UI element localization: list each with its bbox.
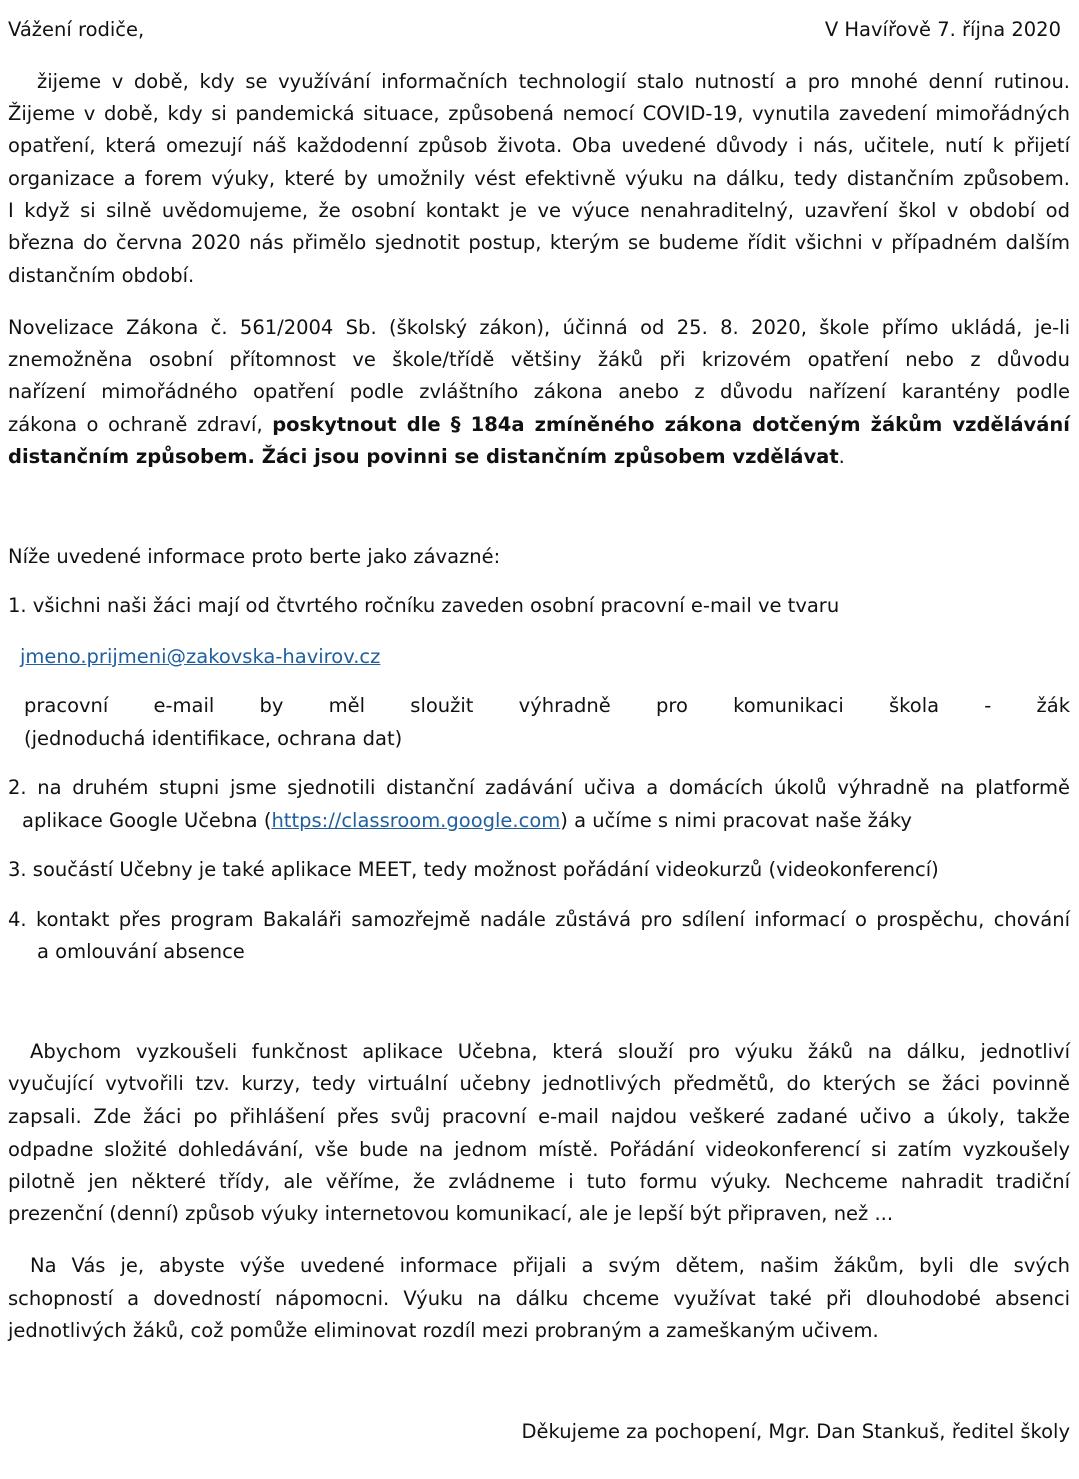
law-line: nařízení mimořádného opatření podle zvláštního zákona anebo z důvodu nařízení karantény podle	[8, 380, 1070, 403]
classroom-link[interactable]: https://classroom.google.com	[271, 809, 561, 832]
item-4-text: a omlouvání absence	[37, 940, 245, 963]
law-line	[8, 412, 1070, 438]
classroom-line: pilotně jen některé třídy, ale věříme, že zvládneme i tuto formu výuky. Nechceme nahradit tradiční	[8, 1170, 1070, 1193]
law-line	[8, 444, 845, 470]
item-2-before: aplikace Google Učebna (	[22, 809, 272, 832]
item-3-text: 3. součástí Učebny je také aplikace MEET, tedy možnost pořádání videokurzů (videokonferencí)	[8, 858, 939, 881]
item-1-text: 1. všichni naši žáci mají od čtvrtého ročníku zaveden osobní pracovní e-mail ve tvaru	[8, 594, 840, 617]
item-2-after: ) a učíme s nimi pracovat naše žáky	[560, 809, 912, 832]
intro-line: Žijeme v době, kdy si pandemická situace, způsobená nemocí COVID-19, vynutila zavedení mimořádných	[8, 102, 1070, 125]
item-1-note: (jednoduchá identifikace, ochrana dat)	[24, 727, 403, 750]
intro-line: I když si silně uvědomujeme, že osobní kontakt je ve výuce nenahraditelný, uzavření škol v období od	[8, 199, 1070, 222]
classroom-line: Abychom vyzkoušeli funkčnost aplikace Učebna, která slouží pro výuku žáků na dálku, jednotliví	[30, 1040, 1070, 1063]
intro-line: opatření, která omezují náš každodenní způsob života. Oba uvedené důvody i nás, učitele, nutí k přijetí	[8, 134, 1070, 157]
classroom-line: vyučující vytvořili tzv. kurzy, tedy virtuální učebny jednotlivých předmětů, do kterých se žáci povinně	[8, 1072, 1070, 1095]
law-line: Novelizace Zákona č. 561/2004 Sb. (školský zákon), účinná od 25. 8. 2020, škole přímo ukládá, je-li	[8, 316, 1070, 339]
signature: Děkujeme za pochopení, Mgr. Dan Stankuš, ředitel školy	[521, 1420, 1070, 1443]
classroom-line: zapsali. Zde žáci po přihlášení přes svůj pracovní e-mail najdou veškeré zadané učivo a úkoly, takže	[8, 1105, 1070, 1128]
law-line5-end: .	[838, 445, 845, 468]
request-line: Na Vás je, abyste výše uvedené informace přijali a svým dětem, našim žákům, byli dle svých	[30, 1254, 1070, 1277]
place-date: V Havířově 7. října 2020	[824, 18, 1061, 41]
law-line4-text: zákona o ochraně zdraví,	[8, 413, 273, 436]
email-format-link[interactable]: jmeno.prijmeni@zakovska-havirov.cz	[20, 645, 381, 668]
info-intro: Níže uvedené informace proto berte jako závazné:	[8, 545, 501, 568]
law-line5-bold: distančním způsobem. Žáci jsou povinni se distančním způsobem vzdělávat	[8, 445, 839, 468]
item-1-note: pracovní e-mail by měl sloužit výhradně pro komunikaci škola - žák	[24, 694, 1070, 717]
law-line: znemožněna osobní přítomnost ve škole/třídě většiny žáků při krizovém opatření nebo z důvodu	[8, 348, 1070, 371]
intro-line: organizace a forem výuky, které by umožnily vést efektivně výuku na dálku, tedy distančním způsobem.	[8, 167, 1070, 190]
salutation: Vážení rodiče,	[8, 18, 145, 41]
item-2-text	[22, 808, 912, 834]
item-4-text: 4. kontakt přes program Bakaláři samozřejmě nadále zůstává pro sdílení informací o prospěchu, chování	[8, 908, 1070, 931]
item-2-text: 2. na druhém stupni jsme sjednotili distanční zadávání učiva a domácích úkolů výhradně na platformě	[8, 776, 1070, 799]
intro-line: distančním období.	[8, 264, 195, 287]
intro-line: března do června 2020 nás přimělo sjednotit postup, kterým se budeme řídit všichni v případném dalším	[8, 231, 1070, 254]
request-line: jednotlivých žáků, což pomůže eliminovat rozdíl mezi probraným a zameškaným učivem.	[8, 1319, 879, 1342]
classroom-line: prezenční (denní) způsob výuky internetovou komunikací, ale je lepší být připraven, než ...	[8, 1202, 894, 1225]
classroom-line: odpadne složité dohledávání, vše bude na jednom místě. Pořádání videokonferencí si zatím vyzkoušely	[8, 1138, 1070, 1161]
intro-line: žijeme v době, kdy se využívání informačních technologií stalo nutností a pro mnohé denní rutinou.	[37, 70, 1070, 93]
law-line4-bold: poskytnout dle § 184a zmíněného zákona dotčeným žákům vzdělávání	[272, 413, 1070, 436]
request-line: schopností a dovedností nápomocni. Výuku na dálku chceme využívat také při dlouhodobé absenci	[8, 1287, 1070, 1310]
